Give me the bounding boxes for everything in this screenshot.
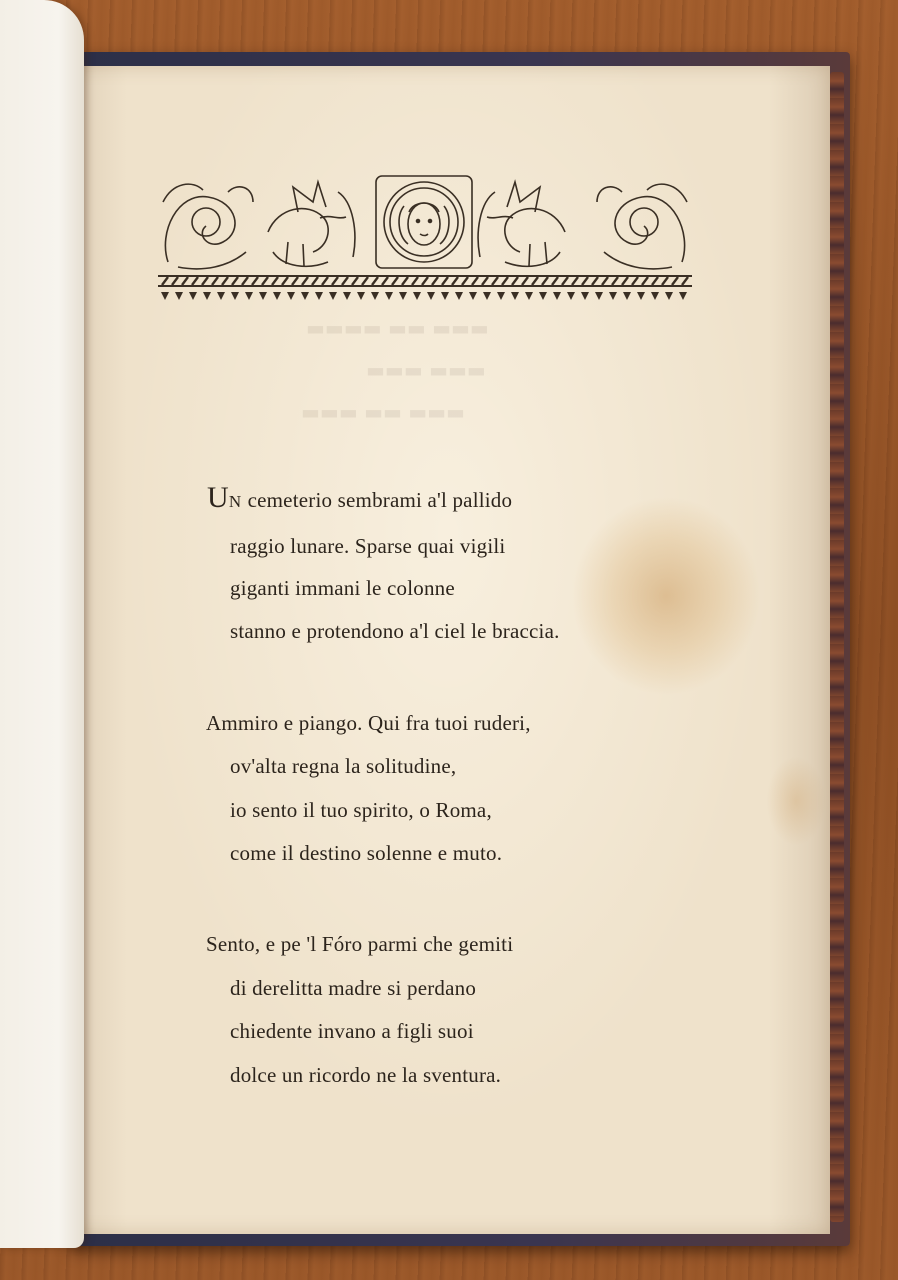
poem-line: Ammiro e piango. Qui fra tuoi ruderi, (206, 711, 531, 735)
rope-twist (162, 277, 688, 285)
poem-line: giganti immani le colonne (230, 576, 455, 600)
bird-ornament-icon (478, 182, 565, 266)
facing-page-edge (0, 0, 84, 1248)
cover-edge (830, 72, 844, 1222)
fleuron-row (161, 292, 687, 300)
foxing-stain (571, 496, 761, 696)
poem-line: chiedente invano a figli suoi (230, 1019, 474, 1043)
foxing-stain-small (766, 756, 826, 846)
drop-cap: U (207, 481, 229, 514)
small-caps: N (228, 492, 243, 511)
show-through: ▬▬▬ ▬▬▬ (366, 358, 486, 382)
poem-line: io sento il tuo spirito, o Roma, (230, 798, 492, 822)
poem-line: come il destino solenne e muto. (230, 841, 503, 865)
bird-ornament-icon (268, 182, 355, 266)
scroll-ornament-icon (597, 184, 687, 269)
line-text: cemeterio sembrami a'l pallido (242, 488, 513, 512)
poem-line: Sento, e pe 'l Fóro parmi che gemiti (206, 932, 514, 956)
poem-line-first (207, 481, 512, 515)
poem-line: stanno e protendono a'l ciel le braccia. (230, 619, 560, 643)
scroll-ornament-icon (163, 184, 253, 269)
poem-line: raggio lunare. Sparse quai vigili (230, 534, 506, 558)
poem-line: ov'alta regna la solitudine, (230, 754, 457, 778)
book-page (66, 66, 830, 1234)
show-through: ▬▬▬ ▬▬ ▬▬▬ (301, 400, 465, 424)
poem-line: dolce un ricordo ne la sventura. (230, 1063, 502, 1087)
poem-line: di derelitta madre si perdano (230, 976, 477, 1000)
face-medallion-icon (376, 176, 472, 268)
show-through: ▬▬▬ ▬▬ ▬▬▬▬ (306, 316, 489, 340)
ornamental-header-band (158, 172, 692, 306)
